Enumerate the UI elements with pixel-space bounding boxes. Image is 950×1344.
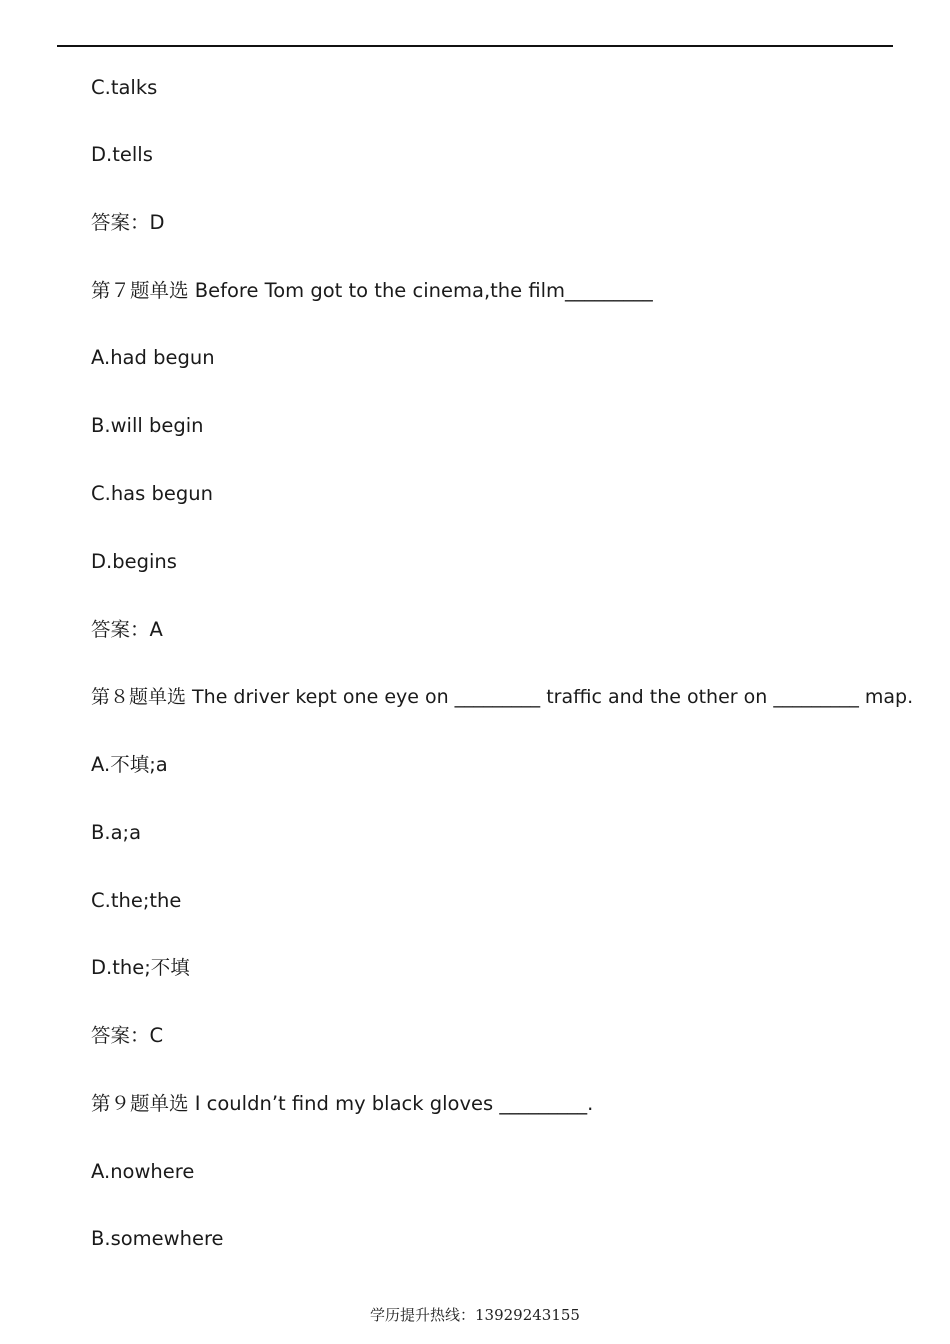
option-b-q8: B.a;a [91, 821, 142, 844]
option-a-q9: A.nowhere [91, 1160, 195, 1183]
footer-hotline: 学历提升热线：13929243155 [370, 1306, 580, 1324]
option-d-q8: D.the;不填 [91, 956, 190, 979]
option-d-q7: D.begins [91, 550, 177, 573]
header-rule [57, 45, 893, 47]
option-a-q8: A.不填;a [91, 753, 168, 776]
option-d-q6: D.tells [91, 143, 153, 166]
option-a-q7: A.had begun [91, 346, 215, 369]
option-c-q7: C.has begun [91, 482, 213, 505]
question-7: 第７题单选 Before Tom got to the cinema,the film_________ [91, 279, 653, 302]
option-c-q6: C.talks [91, 76, 158, 99]
answer-q7: 答案：A [91, 618, 163, 641]
option-c-q8: C.the;the [91, 889, 182, 912]
question-8: 第８题单选 The driver kept one eye on _________ traffic and the other on _________ map. [91, 686, 914, 708]
answer-q6: 答案：D [91, 211, 165, 234]
question-9: 第９题单选 I couldn’t find my black gloves _________. [91, 1092, 594, 1115]
answer-q8: 答案：C [91, 1024, 164, 1047]
option-b-q9: B.somewhere [91, 1227, 224, 1250]
option-b-q7: B.will begin [91, 414, 204, 437]
